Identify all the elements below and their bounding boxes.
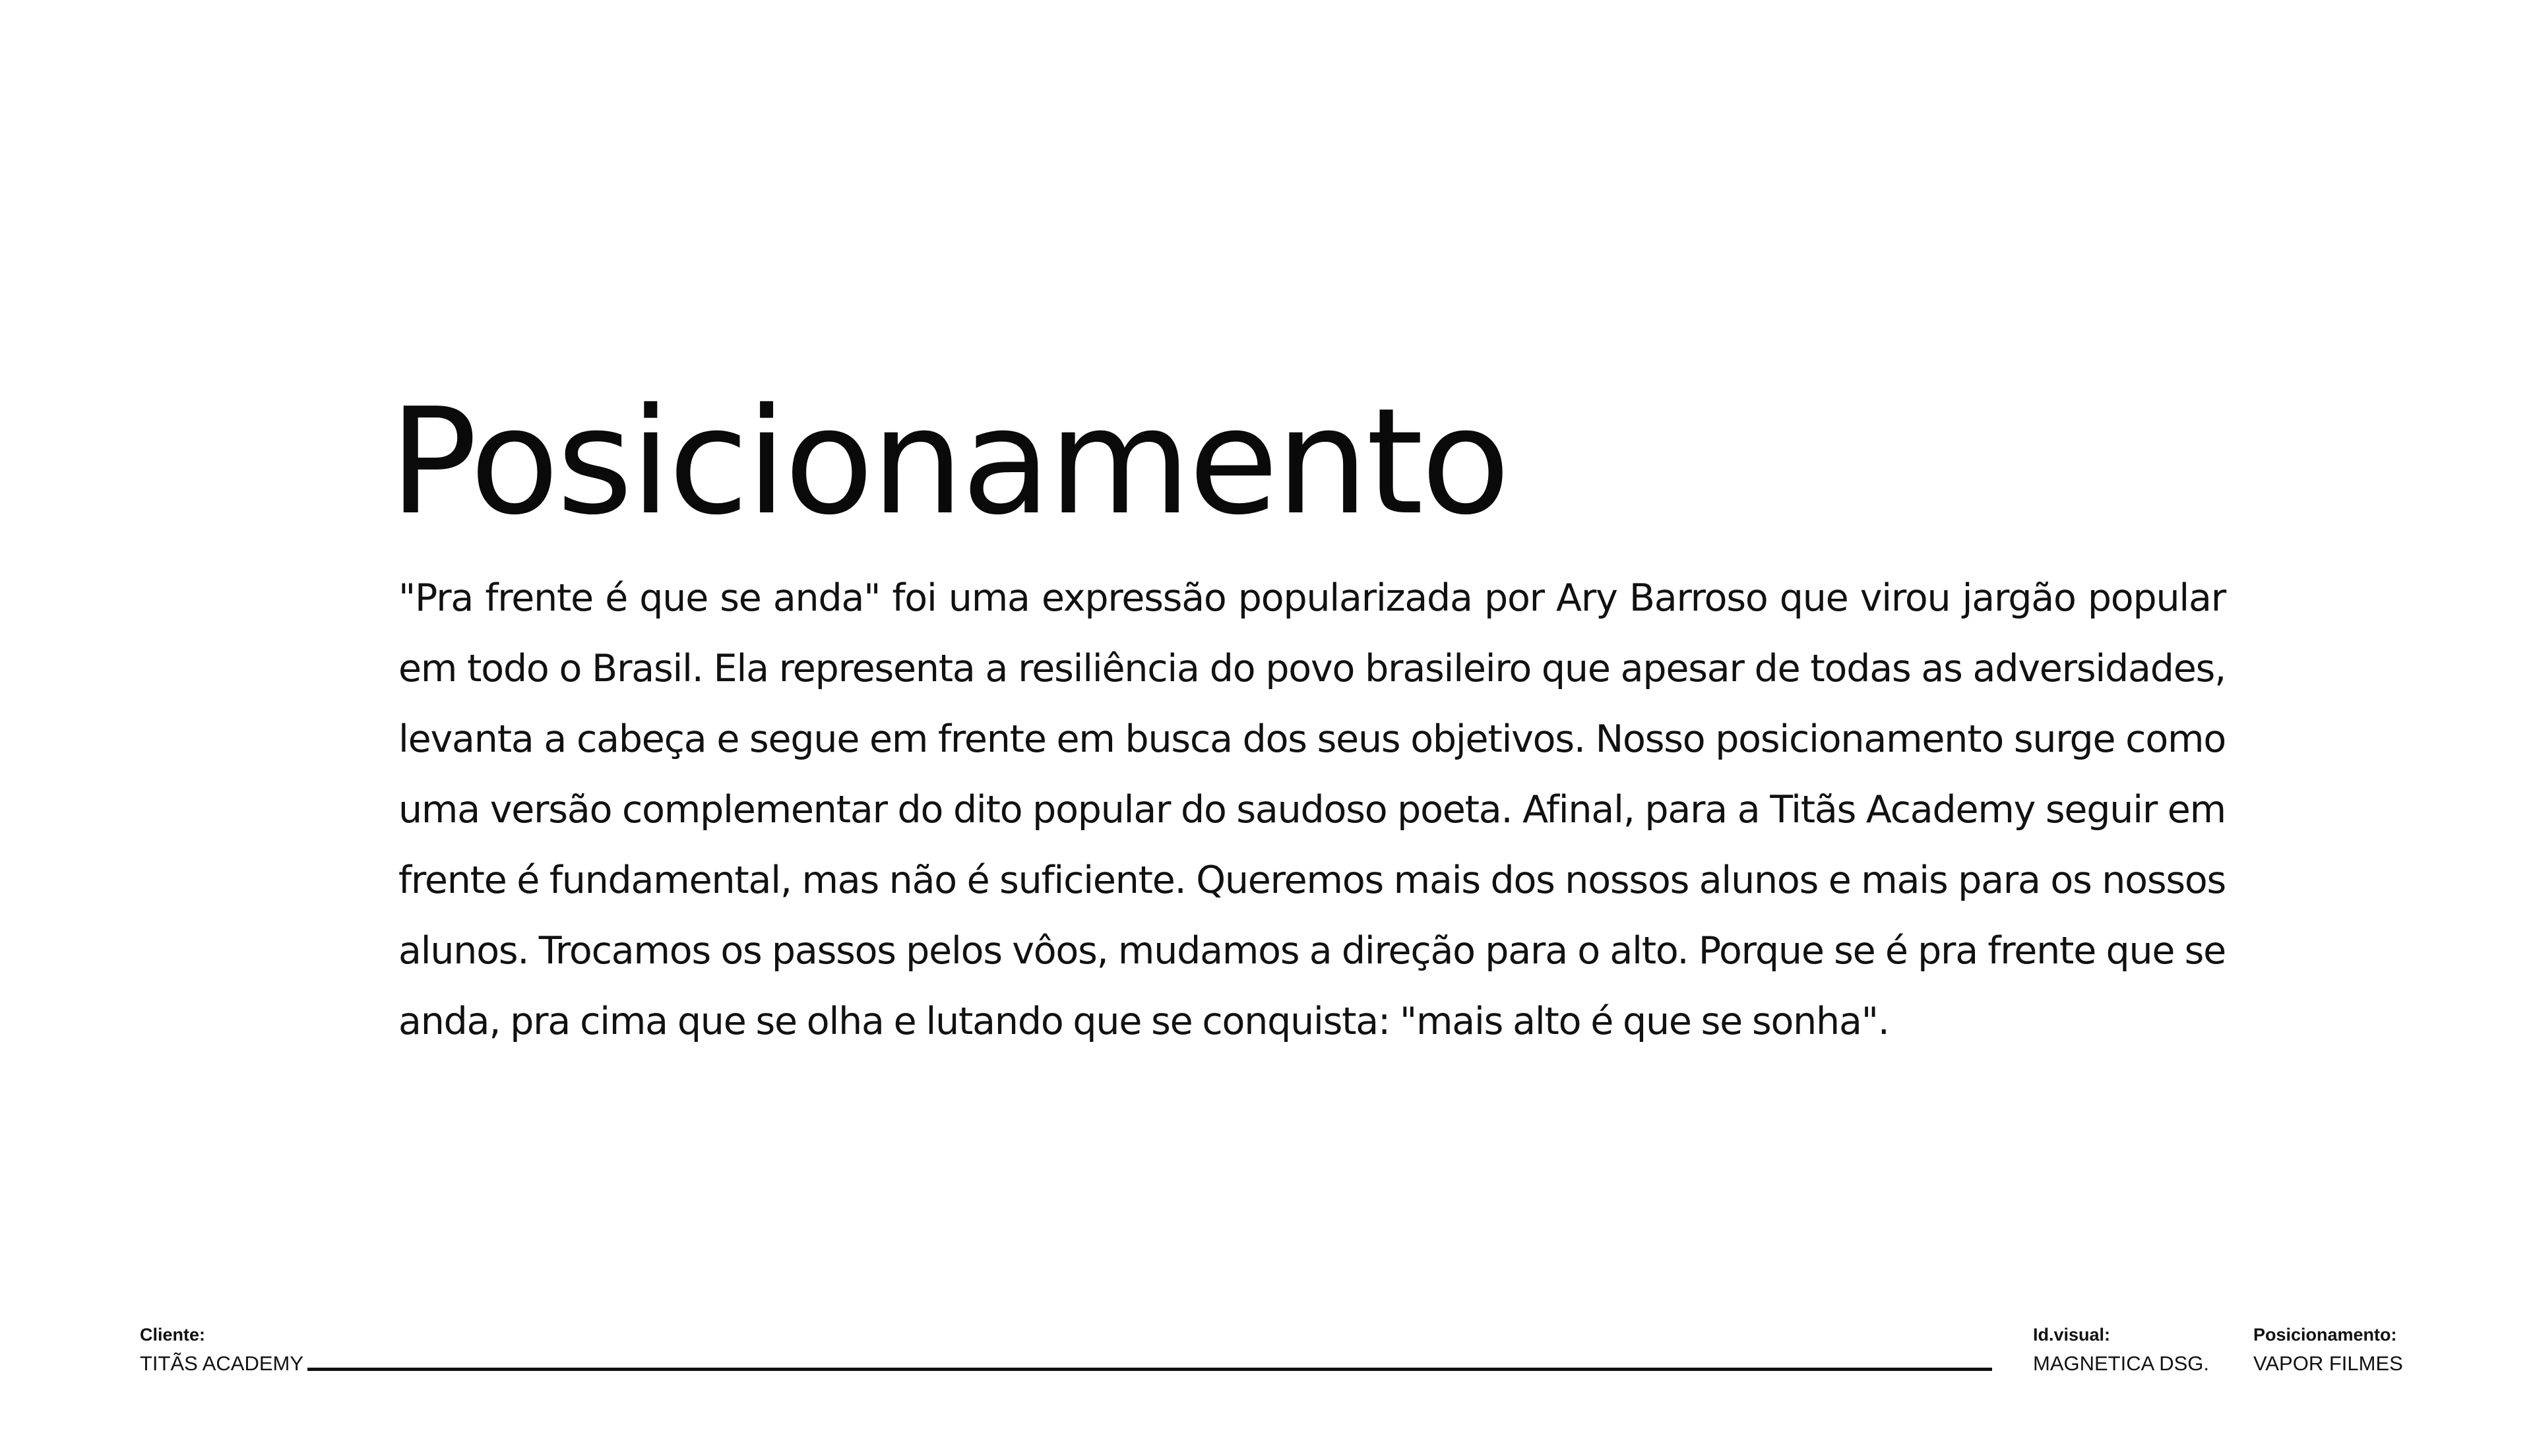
client-label: Cliente:	[140, 1325, 206, 1345]
footer-divider	[307, 1368, 1992, 1371]
body-paragraph: "Pra frente é que se anda" foi uma expressão popularizada por Ary Barroso que virou jargão popular em todo o Brasil. Ela representa a resiliência do povo brasileiro que apesar de todas as adversidades, levanta a cabeça e segue em frente em busca dos seus objetivos. Nosso posicionamento surge como uma versão complementar do dito popular do saudoso poeta. Afinal, para a Titãs Academy seguir em frente é fundamental, mas não é suficiente. Queremos mais dos nossos alunos e mais para os nossos alunos. Trocamos os passos pelos vôos, mudamos a direção para o alto. Porque se é pra frente que se anda, pra cima que se olha e lutando que se conquista: "mais alto é que se sonha".	[398, 576, 2226, 1043]
footer-posicionamento	[2253, 1323, 2403, 1376]
footer-client	[140, 1323, 303, 1376]
page-title: Posicionamento	[389, 377, 1508, 547]
id-visual-value: MAGNETICA DSG.	[2033, 1352, 2209, 1375]
footer-id-visual	[2033, 1323, 2209, 1376]
posicionamento-label: Posicionamento:	[2253, 1325, 2397, 1345]
client-value: TITÃS ACADEMY	[140, 1352, 304, 1375]
posicionamento-value: VAPOR FILMES	[2253, 1352, 2403, 1375]
id-visual-label: Id.visual:	[2033, 1325, 2111, 1345]
